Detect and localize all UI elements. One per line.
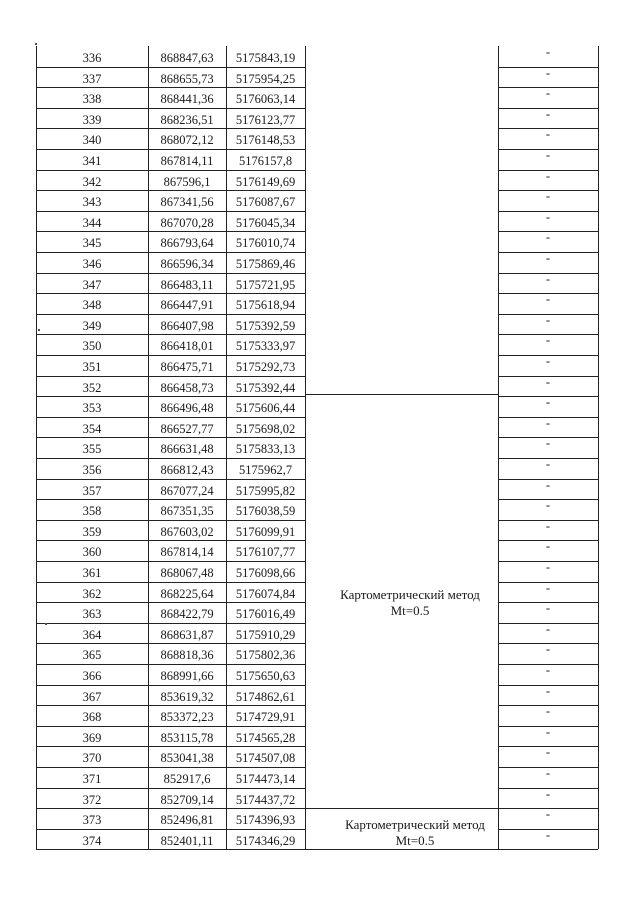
coordinate-y: 5175650,63 [235, 669, 296, 683]
coordinate-y: 5176107,77 [235, 545, 296, 559]
empty-value-dash: - [545, 395, 551, 409]
empty-value-dash: - [545, 704, 551, 718]
empty-value-dash: - [545, 622, 551, 636]
point-number: 346 [82, 257, 102, 271]
row-divider [36, 458, 305, 459]
empty-value-dash: - [545, 725, 551, 739]
point-number: 368 [82, 710, 102, 724]
coordinate-x: 852401,11 [160, 834, 214, 848]
scan-speck [38, 329, 40, 331]
coordinate-y: 5176010,74 [235, 236, 296, 250]
row-divider [36, 334, 305, 335]
empty-value-dash: - [545, 45, 551, 59]
row-divider [36, 273, 305, 274]
row-divider [36, 623, 305, 624]
point-number: 373 [82, 813, 102, 827]
coordinate-x: 868655,73 [160, 72, 214, 86]
coordinate-y: 5175606,44 [235, 401, 296, 415]
coordinate-y: 5174565,28 [235, 731, 296, 745]
coordinate-y: 5175962,7 [238, 463, 293, 477]
coordinate-y: 5175843,19 [235, 51, 296, 65]
row-divider [36, 602, 305, 603]
point-number: 352 [82, 381, 102, 395]
coordinate-y: 5176157,8 [238, 154, 293, 168]
empty-value-dash: - [545, 498, 551, 512]
point-number: 349 [82, 319, 102, 333]
coordinate-x: 866793,64 [160, 236, 214, 250]
coordinate-y: 5175618,94 [235, 298, 296, 312]
coordinate-x: 866596,34 [160, 257, 214, 271]
point-number: 344 [82, 216, 102, 230]
coordinate-y: 5176099,91 [235, 525, 296, 539]
point-number: 356 [82, 463, 102, 477]
point-number: 358 [82, 504, 102, 518]
point-number: 372 [82, 793, 102, 807]
method-label-1-accuracy: Mt=0.5 [390, 603, 430, 618]
row-divider [36, 829, 305, 830]
row-divider [36, 705, 305, 706]
coordinate-x: 853041,38 [160, 751, 214, 765]
point-number: 351 [82, 360, 102, 374]
point-number: 338 [82, 92, 102, 106]
empty-value-dash: - [545, 189, 551, 203]
empty-value-dash: - [545, 375, 551, 389]
row-divider [36, 685, 305, 686]
coordinate-x: 867077,24 [160, 484, 214, 498]
point-number: 365 [82, 648, 102, 662]
empty-value-dash: - [545, 292, 551, 306]
coordinate-y: 5175954,25 [235, 72, 296, 86]
point-number: 353 [82, 401, 102, 415]
point-number: 350 [82, 339, 102, 353]
empty-value-dash: - [545, 478, 551, 492]
coordinate-y: 5175392,59 [235, 319, 296, 333]
coordinate-y: 5175392,44 [235, 381, 296, 395]
row-divider [36, 437, 305, 438]
coordinate-y: 5176074,84 [235, 587, 296, 601]
empty-value-dash: - [545, 107, 551, 121]
coordinate-y: 5175910,29 [235, 628, 296, 642]
coordinate-y: 5174507,08 [235, 751, 296, 765]
point-number: 370 [82, 751, 102, 765]
row-divider [36, 643, 305, 644]
coordinate-x: 852917,6 [163, 772, 211, 786]
coordinate-x: 852496,81 [160, 813, 214, 827]
coordinate-y: 5176148,53 [235, 133, 296, 147]
row-divider [36, 293, 305, 294]
coordinate-y: 5175802,36 [235, 648, 296, 662]
coordinate-x: 852709,14 [160, 793, 214, 807]
coordinate-x: 867814,11 [160, 154, 214, 168]
row-divider [36, 211, 305, 212]
empty-value-dash: - [545, 86, 551, 100]
point-number: 363 [82, 607, 102, 621]
row-divider [36, 746, 305, 747]
row-divider [36, 87, 305, 88]
point-number: 340 [82, 133, 102, 147]
coordinate-x: 868818,36 [160, 648, 214, 662]
empty-value-dash: - [545, 828, 551, 842]
coordinate-x: 853115,78 [160, 731, 214, 745]
coordinate-x: 867351,35 [160, 504, 214, 518]
row-divider [36, 520, 305, 521]
row-divider [36, 314, 305, 315]
coordinate-x: 866418,01 [160, 339, 214, 353]
empty-value-dash: - [545, 416, 551, 430]
empty-value-dash: - [545, 601, 551, 615]
coordinate-x: 868847,63 [160, 51, 214, 65]
coordinate-y: 5176063,14 [235, 92, 296, 106]
row-divider [498, 849, 598, 850]
point-number: 343 [82, 195, 102, 209]
empty-value-dash: - [545, 354, 551, 368]
row-divider [36, 849, 305, 850]
empty-value-dash: - [545, 642, 551, 656]
empty-value-dash: - [545, 210, 551, 224]
coordinate-y: 5175292,73 [235, 360, 296, 374]
point-number: 342 [82, 175, 102, 189]
point-number: 341 [82, 154, 102, 168]
coordinate-x: 867341,56 [160, 195, 214, 209]
point-number: 337 [82, 72, 102, 86]
empty-value-dash: - [545, 581, 551, 595]
row-divider [36, 479, 305, 480]
empty-value-dash: - [545, 684, 551, 698]
method-block-divider [305, 394, 498, 395]
coordinate-x: 868991,66 [160, 669, 214, 683]
scan-speck [45, 623, 47, 625]
coordinate-y: 5175333,97 [235, 339, 296, 353]
empty-value-dash: - [545, 148, 551, 162]
coordinate-y: 5176016,49 [235, 607, 296, 621]
row-divider [36, 355, 305, 356]
empty-value-dash: - [545, 807, 551, 821]
method-label-2-accuracy: Mt=0.5 [395, 833, 435, 848]
coordinate-x: 866483,11 [160, 278, 214, 292]
coordinate-x: 868225,64 [160, 587, 214, 601]
coordinate-y: 5176098,66 [235, 566, 296, 580]
coordinate-y: 5176149,69 [235, 175, 296, 189]
empty-value-dash: - [545, 787, 551, 801]
row-divider [36, 376, 305, 377]
column-divider [305, 46, 306, 849]
scan-speck [35, 43, 37, 45]
table-left-border [36, 46, 37, 849]
row-divider [36, 664, 305, 665]
row-divider [36, 149, 305, 150]
coordinate-x: 866407,98 [160, 319, 214, 333]
row-divider [36, 190, 305, 191]
method-label-2 [330, 817, 500, 849]
coordinate-x: 866447,91 [160, 298, 214, 312]
coordinate-x: 867814,14 [160, 545, 214, 559]
coordinate-x: 868441,36 [160, 92, 214, 106]
coordinate-x: 866631,48 [160, 442, 214, 456]
coordinate-y: 5174346,29 [235, 834, 296, 848]
method-label-1 [325, 587, 495, 619]
empty-value-dash: - [545, 539, 551, 553]
coordinate-y: 5176087,67 [235, 195, 296, 209]
point-number: 359 [82, 525, 102, 539]
empty-value-dash: - [545, 766, 551, 780]
coordinate-x: 853372,23 [160, 710, 214, 724]
row-divider [36, 499, 305, 500]
coordinate-y: 5175721,95 [235, 278, 296, 292]
point-number: 371 [82, 772, 102, 786]
point-number: 364 [82, 628, 102, 642]
method-block-divider [305, 808, 498, 809]
row-divider [36, 726, 305, 727]
coordinate-y: 5176045,34 [235, 216, 296, 230]
coordinate-y: 5174396,93 [235, 813, 296, 827]
point-number: 357 [82, 484, 102, 498]
row-divider [36, 417, 305, 418]
point-number: 369 [82, 731, 102, 745]
empty-value-dash: - [545, 169, 551, 183]
empty-value-dash: - [545, 745, 551, 759]
point-number: 345 [82, 236, 102, 250]
point-number: 348 [82, 298, 102, 312]
row-divider [36, 396, 305, 397]
row-divider [36, 108, 305, 109]
coordinate-x: 853619,32 [160, 690, 214, 704]
point-number: 362 [82, 587, 102, 601]
coordinate-x: 868236,51 [160, 113, 214, 127]
empty-value-dash: - [545, 457, 551, 471]
coordinate-x: 866527,77 [160, 422, 214, 436]
coordinate-y: 5175698,02 [235, 422, 296, 436]
empty-value-dash: - [545, 272, 551, 286]
coordinate-x: 866475,71 [160, 360, 214, 374]
table-right-border [598, 46, 599, 849]
point-number: 367 [82, 690, 102, 704]
coordinate-x: 867070,28 [160, 216, 214, 230]
coordinate-y: 5175833,13 [235, 442, 296, 456]
point-number: 355 [82, 442, 102, 456]
empty-value-dash: - [545, 333, 551, 347]
empty-value-dash: - [545, 663, 551, 677]
row-divider [36, 252, 305, 253]
point-number: 360 [82, 545, 102, 559]
empty-value-dash: - [545, 313, 551, 327]
row-divider [36, 170, 305, 171]
point-number: 347 [82, 278, 102, 292]
point-number: 361 [82, 566, 102, 580]
coordinate-x: 866812,43 [160, 463, 214, 477]
empty-value-dash: - [545, 127, 551, 141]
coordinate-x: 868422,79 [160, 607, 214, 621]
row-divider [36, 808, 305, 809]
empty-value-dash: - [545, 251, 551, 265]
row-divider [36, 788, 305, 789]
coordinate-x: 867603,02 [160, 525, 214, 539]
empty-value-dash: - [545, 436, 551, 450]
coordinate-y: 5174862,61 [235, 690, 296, 704]
row-divider [36, 128, 305, 129]
coordinate-x: 868631,87 [160, 628, 214, 642]
empty-value-dash: - [545, 560, 551, 574]
coordinate-y: 5175995,82 [235, 484, 296, 498]
coordinate-y: 5174437,72 [235, 793, 296, 807]
row-divider [36, 540, 305, 541]
point-number: 366 [82, 669, 102, 683]
row-divider [36, 582, 305, 583]
method-label-2-name: Картометрический метод [345, 817, 485, 832]
coordinate-y: 5175869,46 [235, 257, 296, 271]
method-label-1-name: Картометрический метод [340, 587, 480, 602]
row-divider [36, 67, 305, 68]
row-divider [36, 561, 305, 562]
empty-value-dash: - [545, 66, 551, 80]
coordinate-y: 5176038,59 [235, 504, 296, 518]
row-divider [36, 231, 305, 232]
row-divider [36, 767, 305, 768]
point-number: 354 [82, 422, 102, 436]
point-number: 374 [82, 834, 102, 848]
point-number: 339 [82, 113, 102, 127]
empty-value-dash: - [545, 519, 551, 533]
coordinate-y: 5174473,14 [235, 772, 296, 786]
empty-value-dash: - [545, 230, 551, 244]
table-bottom-border [305, 849, 498, 850]
point-number: 336 [82, 51, 102, 65]
coordinate-x: 868067,48 [160, 566, 214, 580]
coordinate-y: 5176123,77 [235, 113, 296, 127]
coordinate-y: 5174729,91 [235, 710, 296, 724]
coordinate-x: 866496,48 [160, 401, 214, 415]
coordinate-x: 866458,73 [160, 381, 214, 395]
coordinate-x: 868072,12 [160, 133, 214, 147]
coordinate-x: 867596,1 [163, 175, 211, 189]
